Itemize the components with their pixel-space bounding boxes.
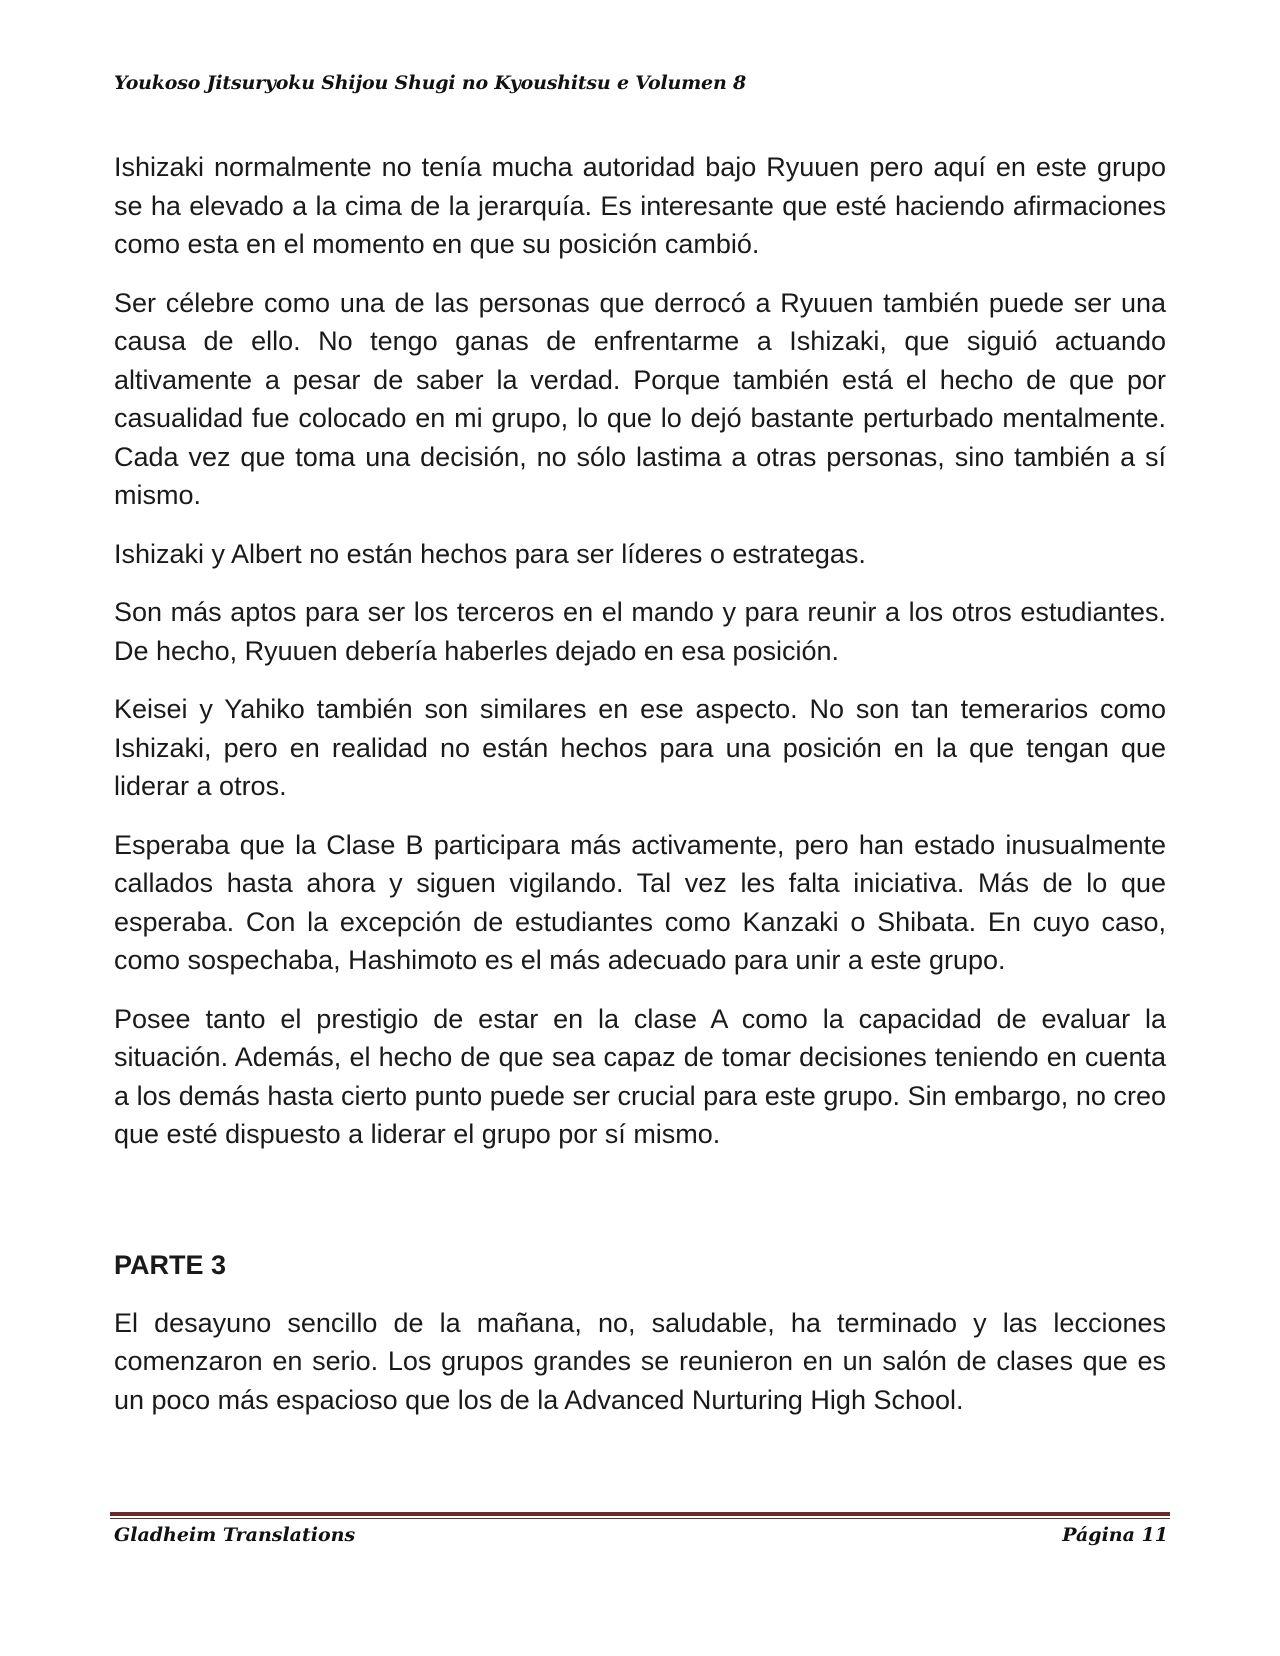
running-header-title: Youkoso Jitsuryoku Shijou Shugi no Kyoushitsu e Volumen 8: [114, 72, 746, 94]
paragraph: Esperaba que la Clase B participara más activamente, pero han estado inusualmente callados hasta ahora y siguen vigilando. Tal vez les falta iniciativa. Más de lo que esperaba. Con la excepción de estudiantes como Kanzaki o Shibata. En cuyo caso, como sospechaba, Hashimoto es el más adecuado para unir a este grupo.: [114, 829, 1166, 975]
footer-credit: Gladheim Translations: [114, 1524, 356, 1546]
paragraph: Ser célebre como una de las personas que derrocó a Ryuuen también puede ser una causa de ello. No tengo ganas de enfrentarme a Ishizaki, que siguió actuando altivamente a pesar de saber la verdad. Porque también está el hecho de que por casualidad fue colocado en mi grupo, lo que lo dejó bastante perturbado mentalmente. Cada vez que toma una decisión, no sólo lastima a otras personas, sino también a sí mismo.: [114, 287, 1166, 510]
paragraph: El desayuno sencillo de la mañana, no, saludable, ha terminado y las lecciones comenzaron en serio. Los grupos grandes se reunieron en un salón de clases que es un poco más espacioso que los de la Advanced Nurturing High School.: [114, 1307, 1166, 1415]
paragraph: Ishizaki y Albert no están hechos para ser líderes o estrategas.: [114, 538, 866, 569]
paragraph: Keisei y Yahiko también son similares en ese aspecto. No son tan temerarios como Ishizaki, pero en realidad no están hechos para una posición en la que tengan que liderar a otros.: [114, 694, 1166, 801]
page-body: [114, 148, 1166, 1439]
paragraph: Son más aptos para ser los terceros en el mando y para reunir a los otros estudiantes. De hecho, Ryuuen debería haberles dejado en esa posición.: [114, 597, 1166, 666]
page-number: Página 11: [1062, 1524, 1168, 1546]
footer-divider-thin: [110, 1518, 1170, 1519]
footer-divider-thick: [110, 1512, 1170, 1516]
paragraph: Posee tanto el prestigio de estar en la clase A como la capacidad de evaluar la situación. Además, el hecho de que sea capaz de tomar decisiones teniendo en cuenta a los demás hasta cierto punto puede ser crucial para este grupo. Sin embargo, no creo que esté dispuesto a liderar el grupo por sí mismo.: [114, 1003, 1166, 1149]
footer-divider: [110, 1512, 1170, 1520]
section-heading: PARTE 3: [114, 1249, 227, 1280]
paragraph: Ishizaki normalmente no tenía mucha autoridad bajo Ryuuen pero aquí en este grupo se ha elevado a la cima de la jerarquía. Es interesante que esté haciendo afirmaciones como esta en el momento en que su posición cambió.: [114, 152, 1166, 259]
